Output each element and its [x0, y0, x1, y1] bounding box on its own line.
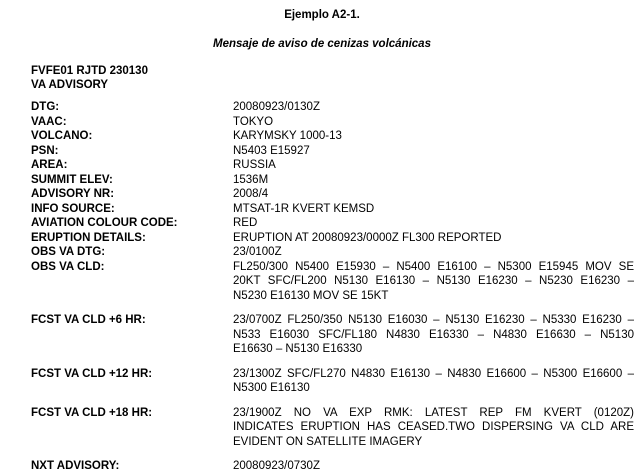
field-value	[233, 202, 634, 217]
field-value-line: N5300 E16130	[233, 382, 310, 394]
field-summit-elev	[31, 173, 634, 188]
field-value-line: 1536M	[233, 173, 269, 186]
field-dtg	[31, 100, 634, 115]
field-value	[233, 173, 634, 188]
field-fcst-va-cld-6hr	[31, 313, 634, 357]
field-label: DTG:	[31, 101, 60, 113]
field-value	[233, 158, 634, 173]
field-label: OBS VA CLD:	[31, 260, 105, 273]
field-eruption-details	[31, 231, 634, 246]
field-advisory-nr	[31, 187, 634, 202]
field-value	[233, 144, 634, 159]
field-value-line: N533 E16030 SFC/FL180 N4830 E16330 – N4830 E16630 – N5130	[233, 328, 634, 341]
field-psn	[31, 144, 634, 159]
field-value-line: INDICATES ERUPTION HAS CEASED.TWO DISPERSING VA CLD ARE	[233, 421, 634, 433]
field-value-line: EVIDENT ON SATELLITE IMAGERY	[233, 435, 423, 448]
field-label: NXT ADVISORY:	[31, 460, 120, 472]
field-fcst-va-cld-12hr	[31, 367, 634, 396]
field-value	[233, 367, 634, 396]
field-value-line: 23/1300Z SFC/FL270 N4830 E16130 – N4830 E16600 – N5300 E16600 –	[233, 367, 634, 380]
field-volcano	[31, 129, 634, 144]
field-value-line: 23/1900Z NO VA EXP RMK: LATEST REP FM KVERT (0120Z)	[233, 406, 634, 419]
field-label: AREA:	[31, 159, 68, 171]
field-value-line: 20080923/0130Z	[233, 101, 320, 113]
field-obs-va-dtg	[31, 245, 634, 260]
field-obs-va-cld	[31, 260, 634, 304]
field-value	[233, 245, 634, 260]
field-value-line: 23/0700Z FL250/350 N5130 E16030 – N5130 E16230 – N5330 E16230 –	[233, 314, 634, 326]
field-label: VAAC:	[31, 115, 67, 128]
field-nxt-advisory	[31, 459, 634, 474]
field-value	[233, 187, 634, 202]
field-value-line: 20KT SFC/FL200 N5130 E16130 – N5130 E16230 – N5230 E16230 –	[233, 275, 634, 287]
field-value-line: N5403 E15927	[233, 144, 310, 157]
field-value	[233, 100, 634, 115]
advisory-fields	[31, 100, 634, 474]
field-value	[233, 115, 634, 130]
field-value	[233, 260, 634, 304]
field-label: ERUPTION DETAILS:	[31, 231, 146, 244]
field-label: FCST VA CLD +6 HR:	[31, 314, 146, 326]
field-label: FCST VA CLD +12 HR:	[31, 367, 153, 380]
field-label: VOLCANO:	[31, 130, 93, 142]
field-value-line: 2008/4	[233, 188, 269, 200]
field-value-line: FL250/300 N5400 E15930 – N5400 E16100 – N5300 E15945 MOV SE	[233, 260, 634, 273]
field-label: SUMMIT ELEV:	[31, 173, 113, 186]
field-area	[31, 158, 634, 173]
field-value-line: N5230 E16130 MOV SE 15KT	[233, 289, 389, 302]
field-value	[233, 231, 634, 246]
field-label: ADVISORY NR:	[31, 188, 115, 200]
field-value-line: RUSSIA	[233, 159, 276, 171]
field-info-source	[31, 202, 634, 217]
field-fcst-va-cld-18hr	[31, 406, 634, 450]
field-value	[233, 459, 634, 474]
field-value	[233, 406, 634, 450]
field-aviation-colour-code	[31, 216, 634, 231]
field-value-line: KARYMSKY 1000-13	[233, 130, 342, 142]
field-value-line: E16630 – N5130 E16330	[233, 343, 363, 355]
field-label: OBS VA DTG:	[31, 246, 106, 258]
message-header-type: VA ADVISORY	[31, 79, 109, 91]
field-label: INFO SOURCE:	[31, 202, 115, 215]
document-title: Ejemplo A2-1.	[284, 9, 360, 21]
field-value-line: MTSAT-1R KVERT KEMSD	[233, 202, 375, 215]
field-value-line: ERUPTION AT 20080923/0000Z FL300 REPORTED	[233, 231, 502, 244]
field-label: AVIATION COLOUR CODE:	[31, 217, 178, 229]
field-value-line: 23/0100Z	[233, 246, 282, 258]
field-value-line: TOKYO	[233, 115, 274, 128]
message-header-id: FVFE01 RJTD 230130	[31, 65, 148, 77]
field-value	[233, 216, 634, 231]
field-value	[233, 313, 634, 357]
field-value-line: 20080923/0730Z	[233, 460, 320, 472]
field-vaac	[31, 115, 634, 130]
document-subtitle: Mensaje de aviso de cenizas volcánicas	[213, 38, 431, 50]
field-value-line: RED	[233, 217, 258, 229]
field-label: FCST VA CLD +18 HR:	[31, 406, 153, 419]
field-label: PSN:	[31, 144, 59, 157]
field-value	[233, 129, 634, 144]
